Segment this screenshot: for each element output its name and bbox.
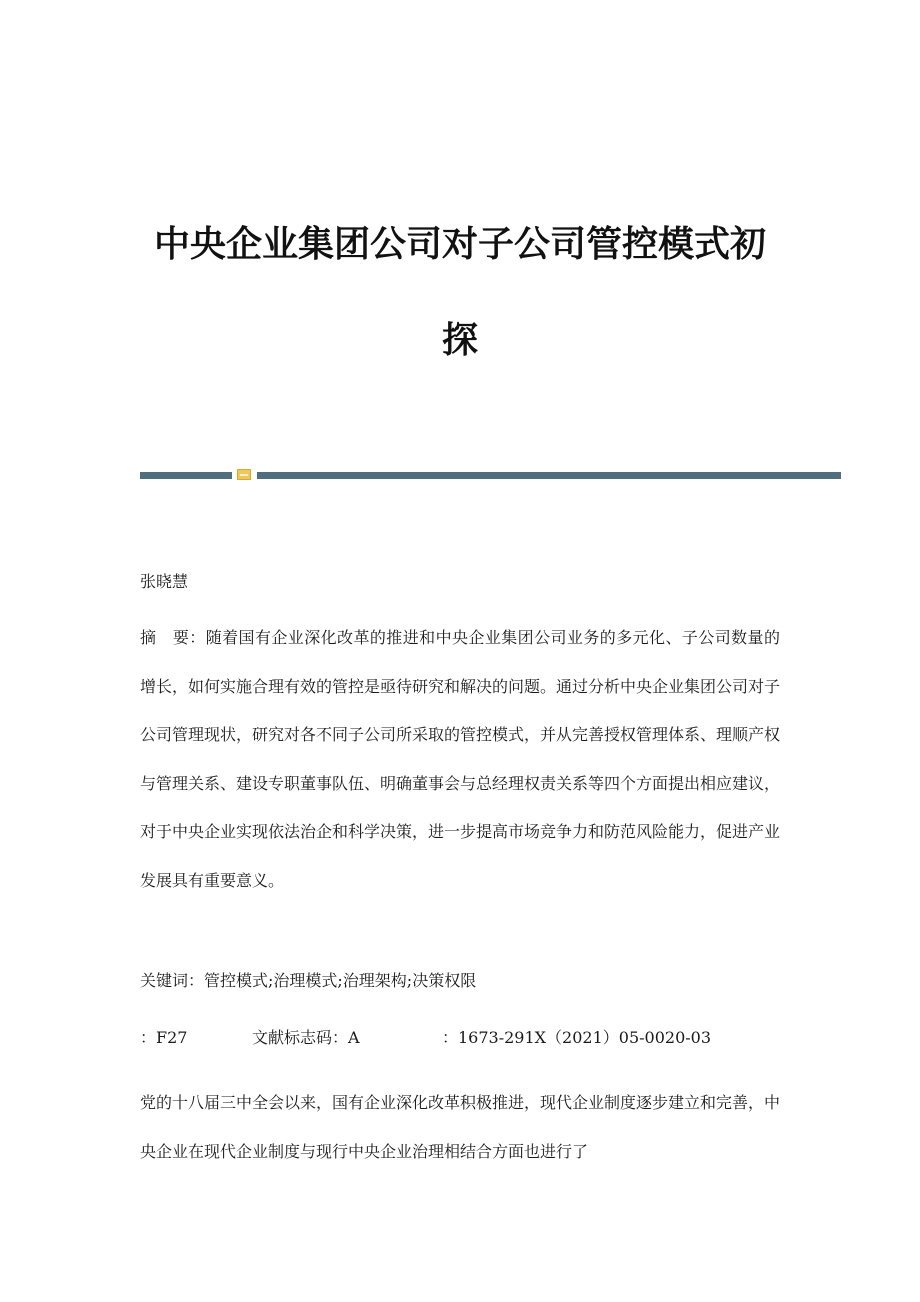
keywords-text: 管控模式;治理模式;治理架构;决策权限 bbox=[204, 971, 477, 990]
divider-marker-icon bbox=[237, 469, 251, 480]
abstract-text: 随着国有企业深化改革的推进和中央企业集团公司业务的多元化、子公司数量的增长，如何实施合理有效的管控是亟待研究和解决的问题。通过分析中央企业集团公司对子公司管理现状，研究对各不同子公司所采取的管控模式，并从完善授权管理体系、理顺产权与管理关系、建设专职董事队伍、明确董事会与总经理权责关系等四个方面提出相应建议，对于中央企业实现依法治企和科学决策，进一步提高市场竞争力和防范风险能力，促进产业发展具有重要意义。 bbox=[140, 628, 781, 890]
page-title-line-1: 中央企业集团公司对子公司管控模式初 bbox=[153, 224, 766, 265]
author-name: 张晓慧 bbox=[140, 572, 189, 591]
title-divider bbox=[140, 469, 841, 481]
page-title-line-2: 探 bbox=[441, 320, 478, 361]
divider-bar-left bbox=[140, 472, 232, 479]
issn-number: ：1673-291X（2021）05-0020-03 bbox=[442, 1028, 712, 1047]
abstract bbox=[140, 614, 780, 905]
document-code: 文献标志码：A bbox=[252, 1028, 360, 1047]
body-paragraph: 党的十八届三中全会以来，国有企业深化改革积极推进，现代企业制度逐步建立和完善，中央企业在现代企业制度与现行中央企业治理相结合方面也进行了 bbox=[140, 1093, 781, 1161]
clc-number: ：F27 bbox=[140, 1028, 188, 1047]
keywords bbox=[140, 968, 476, 991]
keywords-label: 关键词： bbox=[140, 971, 205, 990]
abstract-label: 摘 要： bbox=[140, 628, 206, 647]
divider-bar-right bbox=[257, 472, 841, 479]
